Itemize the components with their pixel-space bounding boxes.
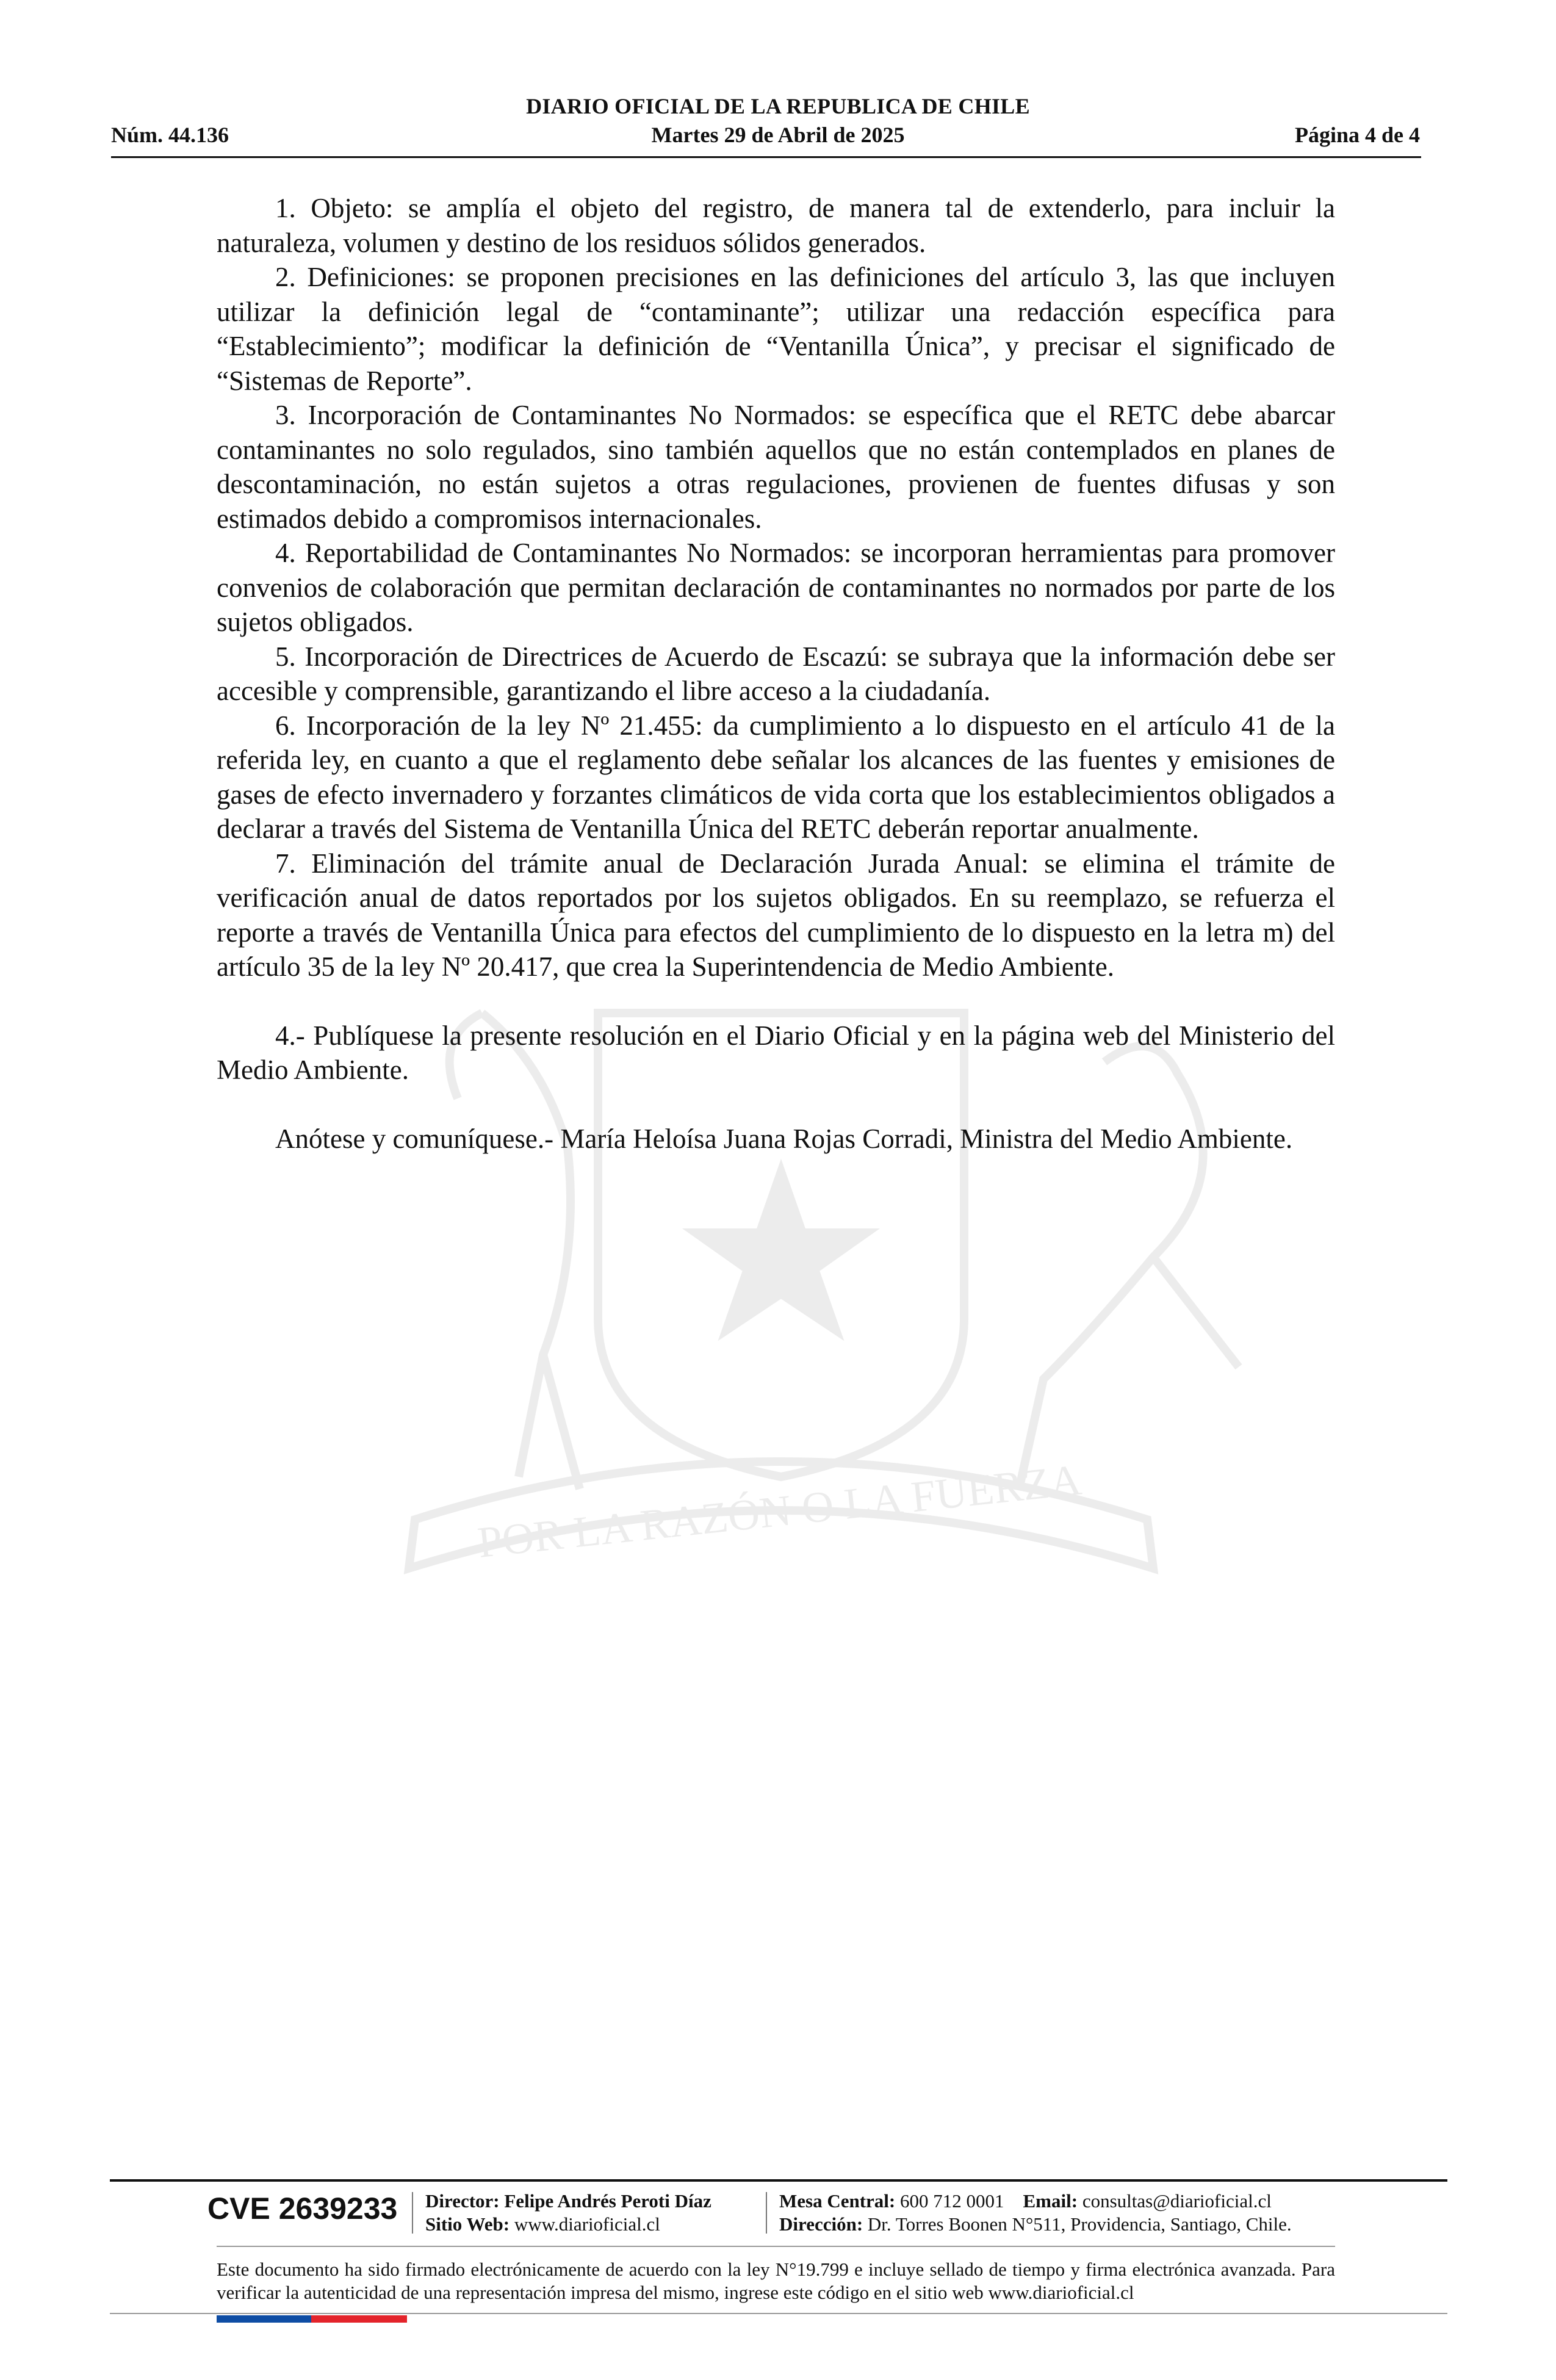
issue-date: Martes 29 de Abril de 2025 [651, 123, 905, 147]
director-name: Felipe Andrés Peroti Díaz [504, 2190, 711, 2212]
page-number: Página 4 de 4 [1294, 123, 1420, 147]
paragraph: 4. Reportabilidad de Contaminantes No Normados: se incorporan herramientas para promover convenios de colaboración que permitan declaración de contaminantes no normados por parte de los sujetos obligados. [217, 538, 1335, 637]
legal-notice: Este documento ha sido firmado electrónicamente de acuerdo con la ley N°19.799 e incluye sellado de tiempo y firma electrónica avanzada. Para verificar la autenticidad de una representación impresa del mismo, ingrese este código en el sitio web www.diarioficial.cl [217, 2259, 1335, 2303]
paragraph: 3. Incorporación de Contaminantes No Normados: se específica que el RETC debe abarcar contaminantes no solo regulados, sino también aquellos que no están contemplados en planes de descontaminación, no están sujetos a otras regulaciones, provienen de fuentes difusas y son estimados debido a compromisos internacionales. [217, 400, 1335, 534]
star-icon [696, 1172, 866, 1330]
email-label: Email: [1023, 2190, 1078, 2212]
address-text: Dr. Torres Boonen N°511, Providencia, Santiago, Chile. [867, 2213, 1292, 2235]
footer-director-block [425, 2190, 711, 2236]
site-link[interactable]: www.diarioficial.cl [514, 2213, 660, 2235]
header-divider [111, 156, 1421, 158]
cve-code: CVE 2639233 [207, 2191, 398, 2226]
flag-stripe-red [311, 2315, 407, 2323]
site-label: Sitio Web: [425, 2213, 510, 2235]
footer-contact-block [779, 2190, 1292, 2236]
footer-bottom-divider [110, 2313, 1447, 2314]
closing-signature: Anótese y comuníquese.- María Heloísa Juana Rojas Corradi, Ministra del Medio Ambiente. [275, 1123, 1293, 1154]
issue-number: Núm. 44.136 [111, 123, 229, 147]
paragraph: 6. Incorporación de la ley Nº 21.455: da cumplimiento a lo dispuesto en el artículo 41 de la referida ley, en cuanto a que el reglamento debe señalar los alcances de las fuentes y emisiones de gases de efecto invernadero y forzantes climáticos de vida corta que los establecimientos obligados a declarar a través del Sistema de Ventanilla Única del RETC deberán reportar anualmente. [217, 710, 1335, 844]
flag-stripe-blue [217, 2315, 311, 2323]
director-label: Director: [425, 2190, 500, 2212]
publish-order: 4.- Publíquese la presente resolución en el Diario Oficial y en la página web del Ministerio del Medio Ambiente. [217, 1020, 1335, 1085]
phone-label: Mesa Central: [779, 2190, 896, 2212]
address-label: Dirección: [779, 2213, 863, 2235]
motto-text: POR LA RAZÓN O LA FUERZA [475, 1455, 1084, 1567]
document-body [217, 191, 1335, 1156]
footer-separator [766, 2192, 767, 2234]
email-link[interactable]: consultas@diarioficial.cl [1082, 2190, 1272, 2212]
paragraph: 2. Definiciones: se proponen precisiones en las definiciones del artículo 3, las que incluyen utilizar la definición legal de “contaminante”; utilizar una redacción específica para “Establecimiento”; modificar la definición de “Ventanilla Única”, y precisar el significado de “Sistemas de Reporte”. [217, 262, 1335, 396]
paragraph: 5. Incorporación de Directrices de Acuerdo de Escazú: se subraya que la información debe ser accesible y comprensible, garantizando el libre acceso a la ciudadanía. [217, 641, 1335, 706]
footer-separator [412, 2192, 413, 2234]
phone-number: 600 712 0001 [900, 2190, 1004, 2212]
paragraph: 1. Objeto: se amplía el objeto del registro, de manera tal de extenderlo, para incluir la naturaleza, volumen y destino de los residuos sólidos generados. [217, 193, 1335, 258]
footer-thin-divider [217, 2246, 1335, 2247]
newspaper-title: DIARIO OFICIAL DE LA REPUBLICA DE CHILE [526, 94, 1030, 118]
footer-divider [110, 2179, 1447, 2182]
paragraph: 7. Eliminación del trámite anual de Declaración Jurada Anual: se elimina el trámite de verificación anual de datos reportados por los sujetos obligados. En su reemplazo, se refuerza el reporte a través de Ventanilla Única para efectos del cumplimiento de lo dispuesto en la letra m) del artículo 35 de la ley Nº 20.417, que crea la Superintendencia de Medio Ambiente. [217, 848, 1335, 982]
